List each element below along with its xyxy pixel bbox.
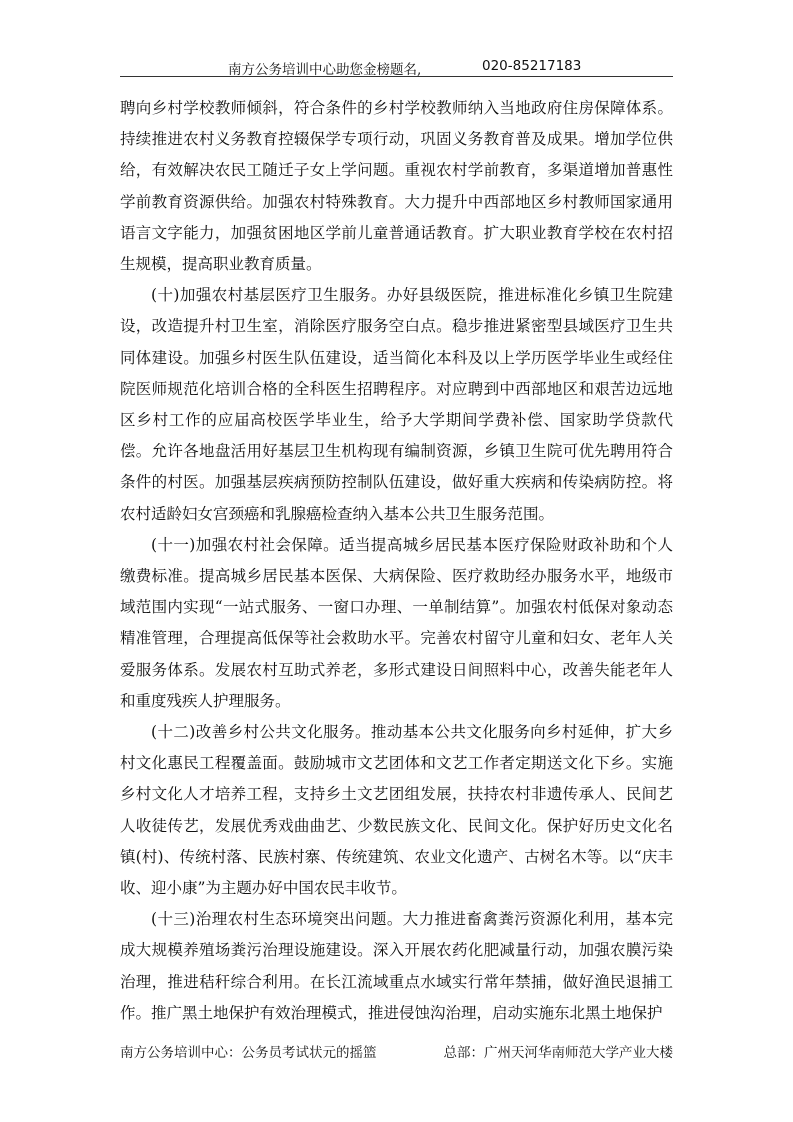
paragraph-social-security: (十一)加强农村社会保障。适当提高城乡居民基本医疗保险财政补助和个人缴费标准。提高城乡居民基本医保、大病保险、医疗救助经办服务水平，地级市域范围内实现“一站式服务、一窗口办理、一单制结算”。加强农村低保对象动态精准管理，合理提高低保等社会救助水平。完善农村留守儿童和妇女、老年人关爱服务体系。发展农村互助式养老，多形式建设日间照料中心，改善失能老年人和重度残疾人护理服务。 (120, 535, 673, 710)
paragraph-ecology: (十三)治理农村生态环境突出问题。大力推进畜禽粪污资源化利用，基本完成大规模养殖场粪污治理设施建设。深入开展农药化肥减量行动，加强农膜污染治理，推进秸秆综合利用。在长江流域重点水域实行常年禁捕，做好渔民退捕工作。推广黑土地保护有效治理模式，推进侵蚀沟治理，启动实施东北黑土地保护 (120, 910, 673, 1022)
paragraph-rural-medical: (十)加强农村基层医疗卫生服务。办好县级医院，推进标准化乡镇卫生院建设，改造提升村卫生室，消除医疗服务空白点。稳步推进紧密型县域医疗卫生共同体建设。加强乡村医生队伍建设，适当简化本科及以上学历医学毕业生或经住院医师规范化培训合格的全科医生招聘程序。对应聘到中西部地区和艰苦边远地区乡村工作的应届高校医学毕业生，给予大学期间学费补偿、国家助学贷款代偿。允许各地盘活用好基层卫生机构现有编制资源，乡镇卫生院可优先聘用符合条件的村医。加强基层疾病预防控制队伍建设，做好重大疾病和传染病防控。将农村适龄妇女宫颈癌和乳腺癌检查纳入基本公共卫生服务范围。 (120, 286, 673, 523)
document-body (120, 93, 673, 1029)
page-header (120, 56, 673, 77)
paragraph-public-culture: (十二)改善乡村公共文化服务。推动基本公共文化服务向乡村延伸，扩大乡村文化惠民工程覆盖面。鼓励城市文艺团体和文艺工作者定期送文化下乡。实施乡村文化人才培养工程，支持乡土文艺团组发展，扶持农村非遗传承人、民间艺人收徒传艺，发展优秀戏曲曲艺、少数民族文化、民间文化。保护好历史文化名镇(村)、传统村落、民族村寨、传统建筑、农业文化遗产、古树名木等。以“庆丰收、迎小康”为主题办好中国农民丰收节。 (120, 723, 673, 898)
paragraph-continued: 聘向乡村学校教师倾斜，符合条件的乡村学校教师纳入当地政府住房保障体系。持续推进农村义务教育控辍保学专项行动，巩固义务教育普及成果。增加学位供给，有效解决农民工随迁子女上学问题。重视农村学前教育，多渠道增加普惠性学前教育资源供给。加强农村特殊教育。大力提升中西部地区乡村教师国家通用语言文字能力，加强贫困地区学前儿童普通话教育。扩大职业教育学校在农村招生规模，提高职业教育质量。 (120, 99, 673, 274)
footer-address: 总部：广州天河华南师范大学产业大楼 (443, 1045, 673, 1061)
header-org-slogan: 南方公务培训中心助您金榜题名, (228, 62, 422, 78)
header-phone-number: 020-85217183 (482, 58, 582, 74)
footer-slogan: 南方公务培训中心：公务员考试状元的摇篮 (120, 1045, 377, 1061)
